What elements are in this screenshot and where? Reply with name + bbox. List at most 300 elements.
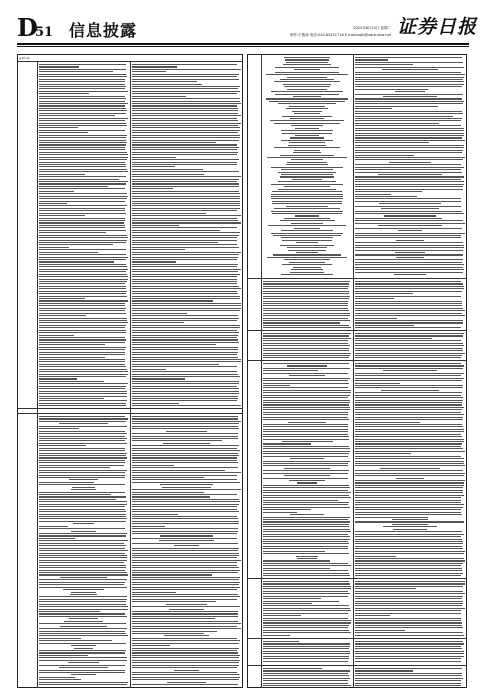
- print-line: [59, 667, 108, 668]
- print-line: [39, 393, 127, 394]
- text-column-18: [355, 668, 465, 686]
- print-line: [132, 293, 238, 294]
- print-line: [263, 521, 350, 522]
- print-line: [355, 495, 464, 496]
- print-line: [39, 677, 75, 678]
- print-line: [132, 438, 238, 439]
- print-line: [263, 417, 348, 418]
- print-line: [132, 587, 240, 588]
- print-line: [39, 369, 127, 370]
- print-line: [39, 623, 126, 624]
- print-line: [132, 594, 238, 595]
- print-line: [355, 673, 462, 674]
- print-line: [355, 512, 461, 513]
- print-line: [263, 593, 350, 594]
- print-line: [355, 509, 461, 510]
- print-line: [39, 213, 126, 214]
- print-line: [132, 640, 240, 641]
- print-line: [39, 657, 127, 658]
- print-line: [132, 225, 179, 226]
- print-line: [132, 403, 179, 404]
- print-line: [132, 166, 175, 167]
- print-line: [263, 453, 349, 454]
- print-line: [283, 84, 330, 85]
- print-line: [39, 261, 114, 262]
- print-line: [355, 661, 461, 662]
- print-line: [39, 313, 126, 314]
- print-line: [132, 364, 219, 365]
- print-line: [263, 373, 348, 374]
- print-line: [132, 501, 240, 502]
- print-line: [132, 579, 239, 580]
- print-line: [39, 526, 68, 527]
- print-line: [355, 475, 464, 476]
- print-line: [64, 621, 104, 622]
- print-line: [278, 189, 335, 190]
- print-line: [39, 682, 128, 683]
- print-line: [355, 463, 464, 464]
- print-line: [39, 496, 126, 497]
- print-line: [132, 303, 241, 304]
- print-line: [132, 208, 240, 209]
- print-line: [132, 528, 238, 529]
- text-column-11: [263, 363, 351, 576]
- print-line: [132, 81, 197, 82]
- print-line: [39, 433, 127, 434]
- print-line: [39, 88, 125, 89]
- section-number: 51: [35, 25, 54, 40]
- print-line: [132, 159, 239, 160]
- print-line: [39, 274, 127, 275]
- print-line: [263, 446, 349, 447]
- print-line: [132, 101, 240, 102]
- text-column-3: [39, 416, 128, 686]
- print-line: [132, 504, 239, 505]
- print-line: [355, 140, 465, 141]
- print-line: [39, 154, 128, 155]
- print-line: [263, 463, 348, 464]
- print-line: [132, 518, 238, 519]
- print-line: [286, 62, 328, 63]
- print-line: [132, 428, 239, 429]
- print-line: [355, 615, 390, 616]
- text-column-14: [355, 581, 465, 636]
- print-line: [355, 558, 464, 559]
- print-line: [163, 443, 210, 444]
- print-line: [132, 113, 238, 114]
- print-line: [132, 325, 240, 326]
- print-line: [266, 74, 349, 75]
- print-line: [39, 633, 126, 634]
- print-line: [39, 518, 127, 519]
- print-line: [132, 162, 237, 163]
- print-line: [132, 516, 237, 517]
- print-line: [132, 582, 240, 583]
- print-line: [293, 96, 321, 97]
- print-line: [271, 167, 343, 168]
- print-line: [263, 419, 349, 420]
- print-line: [39, 376, 126, 377]
- print-line: [132, 240, 237, 241]
- print-line: [39, 596, 127, 597]
- print-line: [355, 303, 462, 304]
- print-line: [294, 228, 319, 229]
- print-line: [39, 650, 126, 651]
- print-line: [71, 645, 96, 646]
- print-line: [132, 220, 238, 221]
- print-line: [132, 66, 177, 67]
- print-line: [355, 125, 461, 126]
- print-line: [132, 203, 240, 204]
- print-line: [263, 320, 350, 321]
- print-line: [263, 622, 351, 623]
- print-line: [263, 345, 350, 346]
- print-line: [355, 169, 461, 170]
- print-line: [132, 521, 239, 522]
- print-line: [266, 98, 347, 99]
- text-column-6: [355, 57, 465, 276]
- print-line: [59, 423, 107, 424]
- print-line: [355, 414, 464, 415]
- print-line: [272, 213, 341, 214]
- print-line: [289, 106, 325, 107]
- print-line: [267, 157, 348, 158]
- print-line: [281, 169, 334, 170]
- print-line: [355, 534, 464, 535]
- print-line: [132, 261, 176, 262]
- print-line: [39, 218, 125, 219]
- print-line: [295, 128, 319, 129]
- print-line: [132, 359, 241, 360]
- print-line: [263, 473, 348, 474]
- print-line: [132, 210, 237, 211]
- print-line: [355, 541, 463, 542]
- print-line: [39, 460, 125, 461]
- print-line: [132, 235, 239, 236]
- print-line: [355, 385, 463, 386]
- print-line: [132, 496, 210, 497]
- print-line: [132, 421, 241, 422]
- print-line: [355, 601, 463, 602]
- print-line: [280, 79, 334, 80]
- print-line: [295, 135, 318, 136]
- print-line: [355, 504, 464, 505]
- print-line: [355, 343, 463, 344]
- print-line: [281, 230, 333, 231]
- print-line: [167, 682, 206, 683]
- print-line: [71, 531, 96, 532]
- print-line: [263, 288, 348, 289]
- print-line: [355, 320, 463, 321]
- print-line: [132, 298, 240, 299]
- print-line: [132, 84, 202, 85]
- print-line: [355, 89, 428, 90]
- print-line: [132, 191, 239, 192]
- print-line: [39, 418, 128, 419]
- print-line: [39, 169, 127, 170]
- print-line: [39, 521, 126, 522]
- print-line: [39, 142, 127, 143]
- print-line: [39, 183, 126, 184]
- print-line: [39, 266, 127, 267]
- print-line: [271, 184, 343, 185]
- print-line: [132, 188, 173, 189]
- print-line: [132, 479, 237, 480]
- print-line: [285, 59, 328, 60]
- print-line: [263, 434, 348, 435]
- print-line: [355, 267, 463, 268]
- print-line: [355, 181, 464, 182]
- print-line: [291, 269, 323, 270]
- print-line: [263, 568, 330, 569]
- print-line: [72, 487, 95, 488]
- print-line: [355, 62, 463, 63]
- print-line: [71, 489, 96, 490]
- print-line: [280, 220, 335, 221]
- print-line: [355, 656, 464, 657]
- print-line: [355, 378, 464, 379]
- print-line: [263, 546, 348, 547]
- print-line: [355, 262, 462, 263]
- print-line: [263, 395, 350, 396]
- print-line: [132, 335, 238, 336]
- print-line: [39, 381, 104, 382]
- print-line: [132, 562, 237, 563]
- print-line: [355, 443, 462, 444]
- print-line: [355, 189, 463, 190]
- print-line: [355, 147, 464, 148]
- print-line: [355, 186, 463, 187]
- print-line: [263, 502, 349, 503]
- print-line: [39, 305, 125, 306]
- print-line: [263, 653, 350, 654]
- print-line: [284, 86, 330, 87]
- print-line: [39, 378, 77, 379]
- print-line: [263, 560, 330, 561]
- print-line: [263, 490, 348, 491]
- print-line: [132, 283, 237, 284]
- print-line: [132, 538, 237, 539]
- print-line: [263, 383, 349, 384]
- print-line: [263, 608, 350, 609]
- print-line: [39, 557, 127, 558]
- print-line: [355, 333, 464, 334]
- print-line: [289, 480, 324, 481]
- print-line: [39, 670, 125, 671]
- print-line: [132, 623, 241, 624]
- print-line: [272, 191, 341, 192]
- print-line: [263, 632, 351, 633]
- print-line: [39, 257, 128, 258]
- print-line: [39, 308, 126, 309]
- print-line: [39, 352, 125, 353]
- print-line: [355, 397, 463, 398]
- print-line: [132, 300, 213, 301]
- print-line: [355, 264, 464, 265]
- print-line: [39, 332, 126, 333]
- print-line: [132, 448, 237, 449]
- print-line: [132, 222, 241, 223]
- print-line: [132, 440, 222, 441]
- print-line: [296, 242, 318, 243]
- print-line: [263, 500, 338, 501]
- print-line: [39, 191, 74, 192]
- print-line: [355, 404, 462, 405]
- print-line: [132, 555, 239, 556]
- print-line: [39, 286, 126, 287]
- print-line: [355, 465, 465, 466]
- print-line: [132, 103, 241, 104]
- print-line: [355, 439, 464, 440]
- print-line: [355, 135, 464, 136]
- print-line: [355, 412, 461, 413]
- print-line: [263, 310, 349, 311]
- print-line: [132, 526, 165, 527]
- print-line: [263, 357, 349, 358]
- print-line: [355, 196, 417, 197]
- print-line: [39, 567, 126, 568]
- print-line: [132, 548, 239, 549]
- print-line: [39, 220, 125, 221]
- print-line: [70, 594, 97, 595]
- print-line: [39, 540, 128, 541]
- print-line: [263, 603, 312, 604]
- print-line: [39, 164, 126, 165]
- print-line: [263, 581, 349, 582]
- print-line: [355, 116, 453, 117]
- print-line: [132, 499, 239, 500]
- print-line: [294, 113, 320, 114]
- print-line: [355, 565, 461, 566]
- print-line: [132, 633, 204, 634]
- print-line: [355, 622, 462, 623]
- print-line: [355, 560, 465, 561]
- print-line: [39, 325, 126, 326]
- print-line: [355, 272, 463, 273]
- print-line: [271, 198, 342, 199]
- print-line: [132, 672, 237, 673]
- print-line: [355, 167, 464, 168]
- print-line: [355, 575, 461, 576]
- print-line: [39, 157, 128, 158]
- print-line: [355, 286, 464, 287]
- print-line: [355, 573, 463, 574]
- print-line: [132, 391, 239, 392]
- print-line: [287, 89, 327, 90]
- print-line: [398, 230, 421, 231]
- print-line: [39, 171, 128, 172]
- print-line: [132, 650, 237, 651]
- print-line: [39, 560, 127, 561]
- print-line: [132, 611, 238, 612]
- print-line: [355, 57, 462, 58]
- print-line: [291, 125, 322, 126]
- print-line: [39, 660, 127, 661]
- print-line: [132, 196, 240, 197]
- print-line: [132, 181, 237, 182]
- print-line: [174, 670, 199, 671]
- print-line: [355, 313, 462, 314]
- print-line: [284, 259, 330, 260]
- print-line: [132, 322, 184, 323]
- print-line: [355, 653, 464, 654]
- print-line: [355, 363, 461, 364]
- print-line: [132, 475, 237, 476]
- print-line: [132, 366, 237, 367]
- text-column-10: [355, 333, 465, 358]
- print-line: [39, 120, 125, 121]
- print-line: [39, 467, 110, 468]
- print-line: [39, 357, 105, 358]
- print-line: [39, 391, 127, 392]
- print-line: [39, 438, 127, 439]
- print-line: [288, 422, 326, 423]
- print-line: [132, 472, 241, 473]
- print-line: [271, 211, 344, 212]
- print-line: [39, 611, 100, 612]
- print-line: [132, 405, 241, 406]
- print-line: [39, 81, 125, 82]
- print-line: [263, 305, 348, 306]
- print-line: [132, 149, 237, 150]
- print-line: [355, 81, 464, 82]
- print-line: [132, 320, 237, 321]
- print-line: [74, 648, 93, 649]
- print-line: [39, 388, 125, 389]
- right-text-column-divider: [353, 54, 354, 688]
- print-line: [355, 198, 461, 199]
- print-line: [263, 426, 348, 427]
- print-line: [132, 357, 238, 358]
- print-line: [355, 514, 462, 515]
- print-line: [39, 445, 86, 446]
- print-line: [166, 604, 208, 605]
- print-line: [395, 252, 425, 253]
- print-line: [39, 494, 111, 495]
- print-line: [39, 616, 127, 617]
- print-line: [355, 288, 464, 289]
- print-line: [132, 347, 238, 348]
- print-line: [132, 648, 239, 649]
- print-line: [263, 308, 348, 309]
- print-line: [355, 470, 463, 471]
- print-line: [281, 174, 333, 175]
- print-line: [263, 325, 349, 326]
- print-line: [263, 526, 349, 527]
- print-line: [263, 318, 348, 319]
- print-line: [263, 429, 348, 430]
- print-line: [286, 108, 327, 109]
- print-line: [68, 662, 98, 663]
- print-line: [263, 327, 351, 328]
- print-line: [39, 93, 89, 94]
- print-line: [282, 441, 333, 442]
- print-line: [39, 118, 128, 119]
- print-line: [355, 101, 464, 102]
- print-line: [132, 266, 237, 267]
- print-line: [289, 375, 325, 376]
- print-line: [263, 397, 348, 398]
- print-line: [39, 679, 81, 680]
- print-line: [132, 242, 218, 243]
- print-line: [39, 140, 126, 141]
- print-line: [132, 400, 237, 401]
- print-line: [263, 443, 311, 444]
- print-line: [295, 215, 319, 216]
- print-line: [383, 96, 437, 97]
- print-line: [39, 465, 124, 466]
- print-line: [39, 269, 128, 270]
